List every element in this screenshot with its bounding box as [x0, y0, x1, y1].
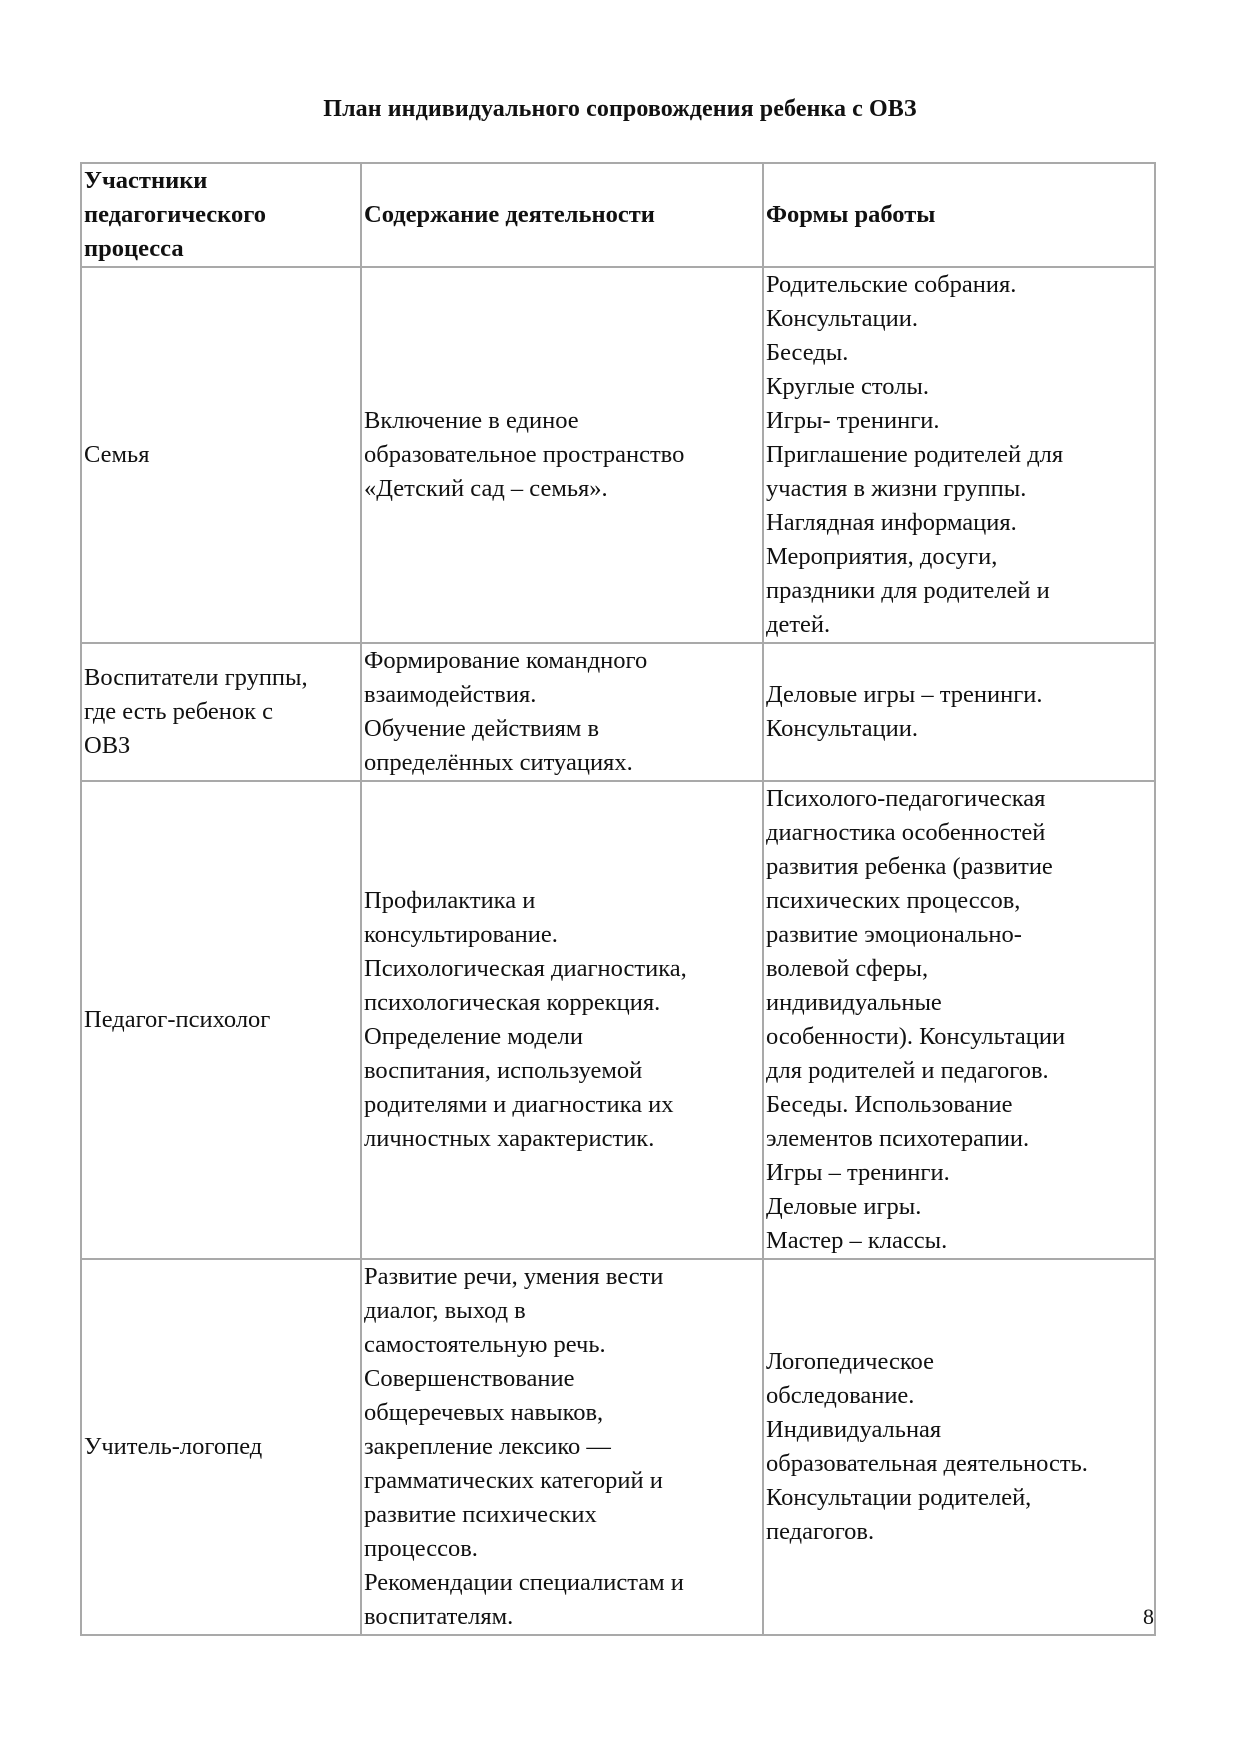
participant-cell: [81, 1259, 361, 1635]
cell-line: Психолого-педагогическая: [766, 785, 1046, 812]
cell-line: воспитателям.: [364, 1603, 514, 1630]
participant-cell: [81, 267, 361, 643]
cell-line: Логопедическое: [766, 1348, 934, 1375]
cell-line: Профилактика и: [364, 887, 536, 914]
header-forms: [763, 163, 1155, 267]
cell-line: где есть ребенок с: [84, 698, 274, 725]
participant-cell: [81, 643, 361, 781]
page-number: 8: [1143, 1604, 1154, 1629]
cell-line: родителями и диагностика их: [364, 1091, 674, 1118]
cell-line: Мастер – классы.: [766, 1227, 948, 1254]
cell-line: консультирование.: [364, 921, 558, 948]
cell-line: Участники: [84, 167, 208, 194]
cell-line: Беседы.: [766, 339, 849, 366]
cell-line: процессов.: [364, 1535, 478, 1562]
cell-line: общеречевых навыков,: [364, 1399, 604, 1426]
cell-line: Родительские собрания.: [766, 271, 1017, 298]
cell-line: Совершенствование: [364, 1365, 575, 1392]
cell-line: психологическая коррекция.: [364, 989, 661, 1016]
cell-line: психических процессов,: [766, 887, 1021, 914]
cell-line: Консультации.: [766, 305, 919, 332]
cell-line: ОВЗ: [84, 732, 131, 759]
cell-line: диагностика особенностей: [766, 819, 1046, 846]
cell-line: Наглядная информация.: [766, 509, 1017, 536]
cell-line: Включение в единое: [364, 407, 579, 434]
cell-line: личностных характеристик.: [364, 1125, 655, 1152]
cell-line: процесса: [84, 235, 184, 262]
cell-line: Беседы. Использование: [766, 1091, 1013, 1118]
cell-line: Развитие речи, умения вести: [364, 1263, 664, 1290]
cell-line: взаимодействия.: [364, 681, 537, 708]
cell-line: Формы работы: [766, 201, 936, 228]
cell-line: Деловые игры.: [766, 1193, 922, 1220]
cell-line: элементов психотерапии.: [766, 1125, 1030, 1152]
cell-line: педагогического: [84, 201, 266, 228]
cell-line: развитие эмоционально-: [766, 921, 1022, 948]
cell-line: Учитель-логопед: [84, 1433, 263, 1460]
cell-line: развития ребенка (развитие: [766, 853, 1053, 880]
cell-line: Педагог-психолог: [84, 1006, 271, 1033]
cell-line: Приглашение родителей для: [766, 441, 1064, 468]
participant-cell: [81, 781, 361, 1259]
cell-line: праздники для родителей и: [766, 577, 1050, 604]
cell-line: Круглые столы.: [766, 373, 930, 400]
table-row: [81, 781, 1155, 1259]
cell-line: Содержание деятельности: [364, 201, 655, 228]
cell-line: Психологическая диагностика,: [364, 955, 687, 982]
cell-line: Индивидуальная: [766, 1416, 942, 1443]
cell-line: особенности). Консультации: [766, 1023, 1066, 1050]
cell-line: Консультации родителей,: [766, 1484, 1032, 1511]
forms-cell: [763, 781, 1155, 1259]
content-cell: [361, 781, 763, 1259]
forms-cell: [763, 267, 1155, 643]
cell-line: Определение модели: [364, 1023, 583, 1050]
cell-line: волевой сферы,: [766, 955, 929, 982]
cell-line: «Детский сад – семья».: [364, 475, 608, 502]
cell-line: Деловые игры – тренинги.: [766, 681, 1043, 708]
cell-line: образовательная деятельность.: [766, 1450, 1088, 1477]
table-row: [81, 1259, 1155, 1635]
content-cell: [361, 267, 763, 643]
content-cell: [361, 643, 763, 781]
support-plan-table: [80, 162, 1156, 1636]
header-content: [361, 163, 763, 267]
page-title: План индивидуального сопровождения ребенка с ОВЗ: [323, 96, 917, 122]
cell-line: Воспитатели группы,: [84, 664, 308, 691]
cell-line: детей.: [766, 611, 831, 638]
cell-line: Игры- тренинги.: [766, 407, 940, 434]
cell-line: участия в жизни группы.: [766, 475, 1027, 502]
cell-line: обследование.: [766, 1382, 915, 1409]
cell-line: Обучение действиям в: [364, 715, 600, 742]
cell-line: грамматических категорий и: [364, 1467, 663, 1494]
cell-line: развитие психических: [364, 1501, 597, 1528]
cell-line: Консультации.: [766, 715, 919, 742]
cell-line: педагогов.: [766, 1518, 875, 1545]
cell-line: Игры – тренинги.: [766, 1159, 950, 1186]
cell-line: самостоятельную речь.: [364, 1331, 606, 1358]
cell-line: образовательное пространство: [364, 441, 685, 468]
cell-line: Семья: [84, 441, 150, 468]
cell-line: определённых ситуациях.: [364, 749, 633, 776]
cell-line: Формирование командного: [364, 647, 648, 674]
content-cell: [361, 1259, 763, 1635]
table-header-row: [81, 163, 1155, 267]
cell-line: для родителей и педагогов.: [766, 1057, 1049, 1084]
forms-cell: [763, 643, 1155, 781]
cell-line: Мероприятия, досуги,: [766, 543, 998, 570]
cell-line: воспитания, используемой: [364, 1057, 643, 1084]
forms-cell: [763, 1259, 1155, 1635]
cell-line: диалог, выход в: [364, 1297, 526, 1324]
header-participants: [81, 163, 361, 267]
cell-line: Рекомендации специалистам и: [364, 1569, 684, 1596]
table-row: [81, 267, 1155, 643]
cell-line: закрепление лексико —: [364, 1433, 611, 1460]
cell-line: индивидуальные: [766, 989, 942, 1016]
table-row: [81, 643, 1155, 781]
